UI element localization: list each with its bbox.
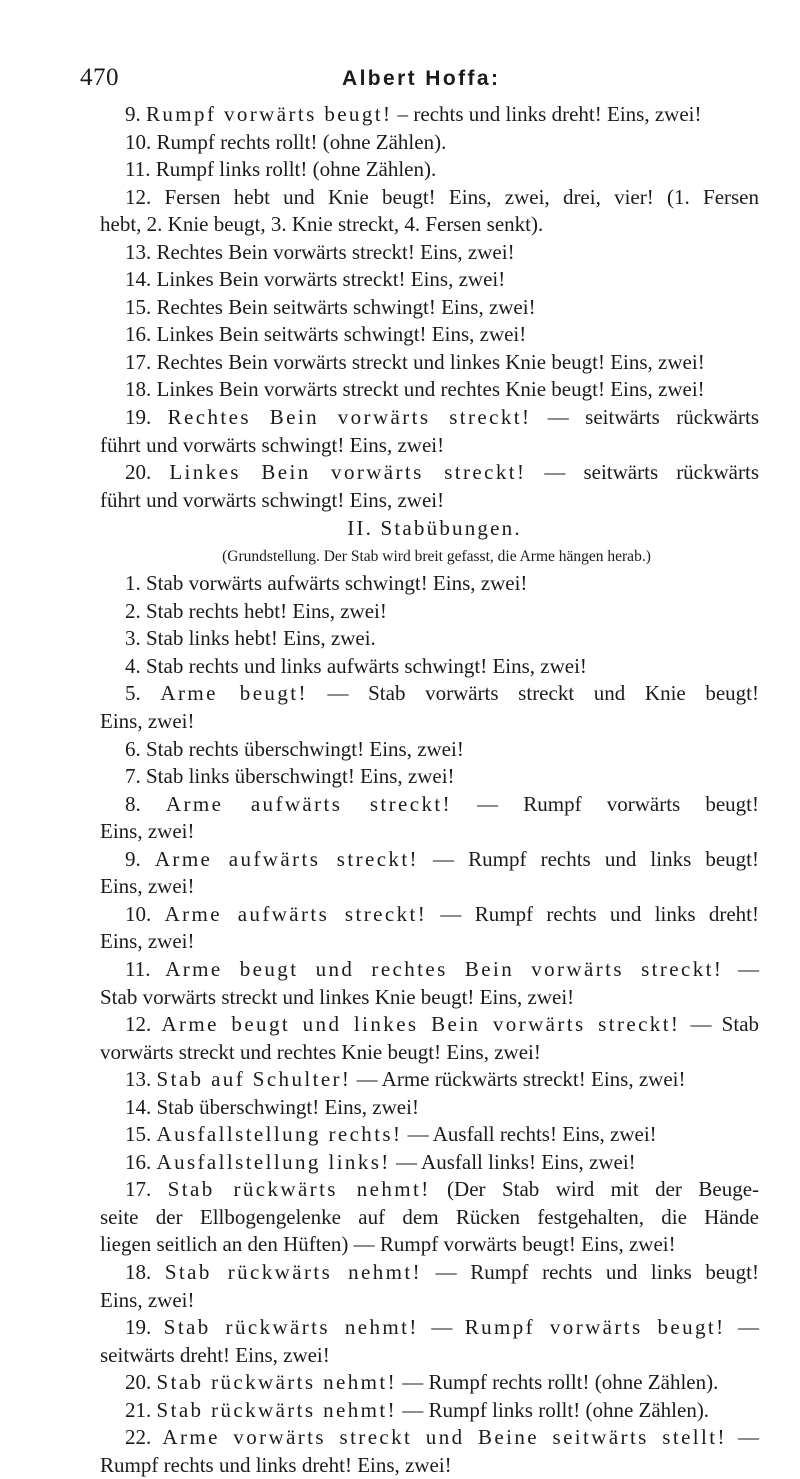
text-line — [125, 156, 759, 184]
text-run: 20. — [125, 1370, 157, 1395]
text-line — [125, 376, 759, 404]
text-run: — — [723, 956, 759, 981]
text-line — [125, 736, 759, 764]
text-line — [125, 239, 759, 267]
spaced-emphasis-text: Arme aufwärts streckt! — [154, 846, 419, 871]
text-run: Eins, zwei! — [100, 1287, 195, 1312]
exercise-paragraph — [100, 404, 759, 459]
text-run: Rumpf rechts und links dreht! Eins, zwei! — [100, 1452, 452, 1477]
text-line — [100, 211, 759, 239]
text-run: — — [726, 1425, 760, 1450]
text-line — [100, 487, 759, 515]
exercise-paragraph — [100, 791, 759, 846]
text-run: 9. — [125, 846, 155, 871]
exercise-paragraph — [100, 846, 759, 901]
exercise-paragraph — [100, 266, 759, 294]
text-run: — Rumpf vorwärts beugt! — [452, 791, 760, 816]
text-run: — Stab vorwärts streckt und Knie beugt! — [307, 681, 759, 706]
text-run: 9. — [125, 102, 146, 126]
text-run: 22. — [125, 1425, 163, 1450]
text-line — [125, 1149, 759, 1177]
text-run: Eins, zwei! — [100, 819, 195, 844]
text-run: — Ausfall rechts! Eins, zwei! — [402, 1122, 657, 1147]
text-line — [100, 873, 759, 901]
text-run: — Rumpf rechts und links dreht! — [427, 901, 759, 926]
exercise-paragraph — [100, 598, 759, 626]
text-line — [125, 459, 759, 487]
exercise-paragraph — [100, 625, 759, 653]
text-run: 20. — [125, 460, 170, 485]
exercise-paragraph — [100, 1121, 759, 1149]
spaced-emphasis-text: Rechtes Bein vorwärts streckt! — [167, 405, 532, 430]
text-run: liegen seitlich an den Hüften) — Rumpf vorwärts beugt! Eins, zwei! — [100, 1232, 676, 1257]
text-run: vorwärts streckt und rechtes Knie beugt! Eins, zwei! — [100, 1039, 541, 1064]
spaced-emphasis-text: Stab rückwärts nehmt! — [167, 1177, 431, 1202]
text-run: — — [418, 1315, 465, 1340]
text-run: — — [725, 1315, 759, 1340]
text-line — [125, 846, 759, 874]
spaced-emphasis-text: Ausfallstellung rechts! — [156, 1122, 403, 1147]
spaced-emphasis-text: Stab auf Schulter! — [156, 1067, 352, 1092]
page-body — [100, 101, 759, 1479]
text-run: 3. Stab links hebt! Eins, zwei. — [125, 626, 376, 651]
text-run: 13. — [125, 1067, 157, 1092]
text-line — [125, 1314, 759, 1342]
section-heading-text: II. Stabübungen. — [347, 516, 522, 541]
text-run: 11. Rumpf links rollt! (ohne Zählen). — [125, 157, 437, 182]
text-line — [125, 294, 759, 322]
running-head — [342, 65, 500, 93]
spaced-emphasis-text: Arme beugt und rechtes Bein vorwärts streckt! — [165, 956, 724, 981]
text-run: 8. — [125, 791, 166, 816]
text-line — [125, 184, 759, 212]
text-line — [100, 708, 759, 736]
exercise-paragraph — [100, 156, 759, 184]
text-run: seite der Ellbogengelenke auf dem Rücken festgehalten, die Hände — [100, 1204, 759, 1229]
text-run: 10. Rumpf rechts rollt! (ohne Zählen). — [125, 129, 447, 154]
text-run: 12. — [125, 1012, 162, 1037]
exercise-paragraph — [100, 763, 759, 791]
text-run: Eins, zwei! — [100, 709, 195, 734]
text-run: 5. — [125, 681, 161, 706]
text-run: 6. Stab rechts überschwingt! Eins, zwei! — [125, 736, 464, 761]
text-line — [100, 1452, 759, 1479]
exercise-paragraph — [100, 1259, 759, 1314]
text-run: 12. Fersen hebt und Knie beugt! Eins, zwei, drei, vier! (1. Fersen — [125, 184, 759, 209]
exercise-paragraph — [100, 1066, 759, 1094]
text-run: 17. — [125, 1177, 168, 1202]
text-line — [100, 1204, 759, 1232]
text-run: — Rumpf links rollt! (ohne Zählen). — [397, 1397, 710, 1422]
text-run: 15. Rechtes Bein seitwärts schwingt! Eins, zwei! — [125, 294, 536, 319]
exercise-paragraph — [100, 459, 759, 514]
exercise-paragraph — [100, 1397, 759, 1425]
text-run: 4. Stab rechts und links aufwärts schwingt! Eins, zwei! — [125, 653, 587, 678]
text-line — [100, 1039, 759, 1067]
text-run: — Ausfall links! Eins, zwei! — [390, 1149, 636, 1174]
text-line — [100, 984, 759, 1012]
exercise-paragraph — [100, 901, 759, 956]
text-run: Eins, zwei! — [100, 874, 195, 899]
text-run: führt und vorwärts schwingt! Eins, zwei! — [100, 432, 445, 457]
text-line — [100, 818, 759, 846]
text-line — [125, 404, 759, 432]
text-line — [125, 1066, 759, 1094]
text-run: 11. — [125, 956, 166, 981]
text-run: 19. — [125, 1315, 164, 1340]
exercise-paragraph — [100, 570, 759, 598]
text-run: — Stab — [680, 1012, 760, 1037]
text-line — [125, 129, 759, 157]
exercise-paragraph — [100, 1424, 759, 1479]
text-line — [125, 1121, 759, 1149]
text-run: — Rumpf rechts rollt! (ohne Zählen). — [397, 1370, 719, 1395]
text-run: 10. — [125, 901, 165, 926]
exercise-paragraph — [100, 1369, 759, 1397]
text-run: 19. — [125, 405, 168, 430]
text-run: seitwärts dreht! Eins, zwei! — [100, 1342, 330, 1367]
exercise-paragraph — [100, 956, 759, 1011]
text-run: 15. — [125, 1122, 157, 1147]
text-run: 18. Linkes Bein vorwärts streckt und rechtes Knie beugt! Eins, zwei! — [125, 377, 705, 402]
text-run: – rechts und links dreht! Eins, zwei! — [392, 102, 702, 126]
text-run: 17. Rechtes Bein vorwärts streckt und linkes Knie beugt! Eins, zwei! — [125, 349, 705, 374]
exercise-paragraph — [100, 736, 759, 764]
text-line — [125, 1011, 759, 1039]
spaced-emphasis-text: Arme aufwärts streckt! — [164, 901, 428, 926]
exercise-paragraph — [100, 680, 759, 735]
text-run: Eins, zwei! — [100, 929, 195, 954]
spaced-emphasis-text: Linkes Bein vorwärts streckt! — [169, 460, 527, 485]
text-line — [125, 1094, 759, 1122]
text-line — [125, 653, 759, 681]
spaced-emphasis-text: Arme vorwärts streckt und Beine seitwärts stellt! — [162, 1425, 727, 1450]
exercise-paragraph — [100, 349, 759, 377]
text-run: 16. — [125, 1149, 157, 1174]
text-line — [125, 101, 759, 129]
text-run: 1. Stab vorwärts aufwärts schwingt! Eins, zwei! — [125, 571, 528, 596]
text-run: 13. Rechtes Bein vorwärts streckt! Eins, zwei! — [125, 239, 515, 264]
exercise-paragraph — [100, 376, 759, 404]
section-heading — [100, 515, 759, 543]
text-line — [125, 266, 759, 294]
text-line — [125, 349, 759, 377]
text-run: 14. Linkes Bein vorwärts streckt! Eins, zwei! — [125, 267, 506, 292]
exercise-paragraph — [100, 1176, 759, 1259]
text-line — [100, 1287, 759, 1315]
text-run: — seitwärts rückwärts — [531, 405, 759, 430]
text-run: — Rumpf rechts und links beugt! — [422, 1259, 759, 1284]
exercise-paragraph — [100, 294, 759, 322]
text-line — [125, 570, 759, 598]
text-line — [125, 1176, 759, 1204]
exercise-paragraph — [100, 321, 759, 349]
exercise-paragraph — [100, 129, 759, 157]
text-line — [100, 432, 759, 460]
text-run: — Arme rückwärts streckt! Eins, zwei! — [351, 1067, 686, 1092]
text-line — [125, 680, 759, 708]
text-line — [125, 1424, 759, 1452]
spaced-emphasis-text: Ausfallstellung links! — [156, 1149, 391, 1174]
exercise-paragraph — [100, 1314, 759, 1369]
text-run: 16. Linkes Bein seitwärts schwingt! Eins, zwei! — [125, 322, 527, 347]
text-run: (Der Stab wird mit der Beuge- — [430, 1177, 760, 1202]
spaced-emphasis-text: Arme aufwärts streckt! — [165, 791, 453, 816]
spaced-emphasis-text: Stab rückwärts nehmt! — [164, 1259, 423, 1284]
text-line — [125, 791, 759, 819]
page-number: 470 — [80, 64, 119, 91]
text-line — [125, 1397, 759, 1425]
text-line — [125, 598, 759, 626]
text-run: — Rumpf rechts und links beugt! — [418, 846, 760, 871]
spaced-emphasis-text: Arme beugt! — [160, 681, 308, 706]
text-line — [125, 1259, 759, 1287]
exercise-paragraph — [100, 1094, 759, 1122]
text-run: Stab vorwärts streckt und linkes Knie beugt! Eins, zwei! — [100, 984, 575, 1009]
text-line — [100, 928, 759, 956]
spaced-emphasis-text: Rumpf vorwärts beugt! — [464, 1315, 726, 1340]
text-line — [125, 625, 759, 653]
text-run: führt und vorwärts schwingt! Eins, zwei! — [100, 487, 445, 512]
exercise-paragraph — [100, 184, 759, 239]
text-line — [125, 763, 759, 791]
text-line — [125, 321, 759, 349]
spaced-emphasis-text: Stab rückwärts nehmt! — [163, 1315, 419, 1340]
spaced-emphasis-text: Rumpf vorwärts beugt! — [146, 102, 393, 126]
exercise-paragraph — [100, 239, 759, 267]
exercise-paragraph — [100, 101, 759, 129]
spaced-emphasis-text: Arme beugt und linkes Bein vorwärts streckt! — [161, 1012, 681, 1037]
text-run: 2. Stab rechts hebt! Eins, zwei! — [125, 598, 387, 623]
exercise-paragraph — [100, 1011, 759, 1066]
section-note: (Grundstellung. Der Stab wird breit gefasst, die Arme hängen herab.) — [222, 547, 651, 565]
text-line — [100, 1231, 759, 1259]
exercise-paragraph — [100, 653, 759, 681]
text-run: 14. Stab überschwingt! Eins, zwei! — [125, 1094, 419, 1119]
text-run: 18. — [125, 1259, 165, 1284]
text-run: 7. Stab links überschwingt! Eins, zwei! — [125, 764, 455, 789]
spaced-emphasis-text: Stab rückwärts nehmt! — [156, 1397, 398, 1422]
text-run: — seitwärts rückwärts — [526, 460, 759, 485]
page-header — [0, 64, 800, 94]
text-run: 21. — [125, 1397, 157, 1422]
text-line — [100, 1342, 759, 1370]
text-line — [125, 1369, 759, 1397]
text-line — [125, 956, 759, 984]
exercise-paragraph — [100, 1149, 759, 1177]
text-run: hebt, 2. Knie beugt, 3. Knie streckt, 4. Fersen senkt). — [100, 212, 544, 237]
running-head-text: Albert Hoffa: — [342, 67, 501, 90]
spaced-emphasis-text: Stab rückwärts nehmt! — [156, 1370, 398, 1395]
text-line — [125, 901, 759, 929]
